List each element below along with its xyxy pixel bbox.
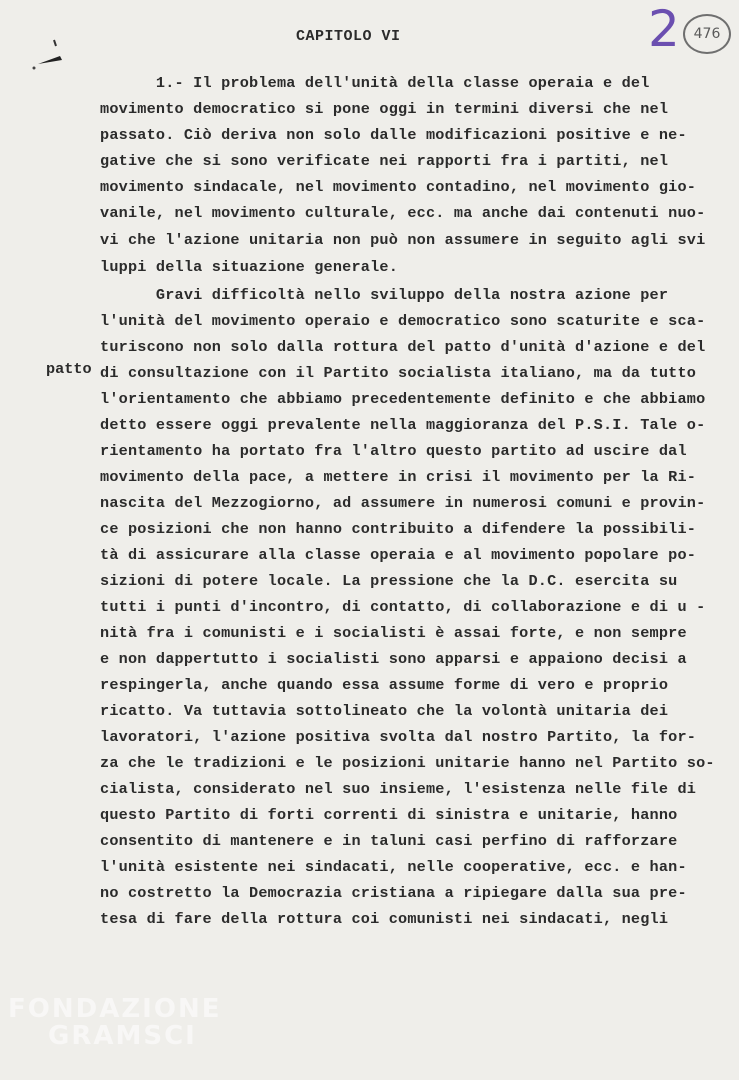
text-line: luppi della situazione generale. xyxy=(100,258,399,276)
text-line: gative che si sono verificate nei rapporti fra i partiti, nel xyxy=(100,152,669,170)
watermark-line: FONDAZIONE xyxy=(8,994,222,1024)
margin-note: patto xyxy=(46,360,92,378)
text-line: cialista, considerato nel suo insieme, l'esistenza nelle file di xyxy=(100,780,697,798)
text-line: di consultazione con il Partito socialista italiano, ma da tutto xyxy=(100,364,697,382)
text-line: movimento democratico si pone oggi in termini diversi che nel xyxy=(100,100,669,118)
text-line: lavoratori, l'azione positiva svolta dal nostro Partito, la for- xyxy=(100,728,697,746)
watermark-line: GRAMSCI xyxy=(48,1021,197,1052)
text-line: nità fra i comunisti e i socialisti è assai forte, e non sempre xyxy=(100,624,687,642)
text-line: nascita del Mezzogiorno, ad assumere in numerosi comuni e provin- xyxy=(100,494,706,512)
page-number: 2 xyxy=(648,0,680,58)
text-line: ricatto. Va tuttavia sottolineato che la volontà unitaria dei xyxy=(100,702,669,720)
text-line: rientamento ha portato fra l'altro questo partito ad uscire dal xyxy=(100,442,687,460)
text-line: tutti i punti d'incontro, di contatto, di collaborazione e di u - xyxy=(100,598,706,616)
text-line: e non dappertutto i socialisti sono apparsi e appaiono decisi a xyxy=(100,650,687,668)
text-line: no costretto la Democrazia cristiana a ripiegare dalla sua pre- xyxy=(100,884,687,902)
text-line: consentito di mantenere e in taluni casi perfino di rafforzare xyxy=(100,832,678,850)
text-line: vi che l'azione unitaria non può non assumere in seguito agli svi xyxy=(100,231,706,249)
text-line: movimento sindacale, nel movimento contadino, nel movimento gio- xyxy=(100,178,697,196)
chapter-title: CAPITOLO VI xyxy=(296,28,401,45)
text-line: l'orientamento che abbiamo precedentemente definito e che abbiamo xyxy=(100,390,706,408)
pen-mark-icon xyxy=(26,38,70,72)
text-line: tà di assicurare alla classe operaia e al movimento popolare po- xyxy=(100,546,697,564)
text-line: tesa di fare della rottura coi comunisti nei sindacati, negli xyxy=(100,910,669,928)
text-line: l'unità del movimento operaio e democratico sono scaturite e sca- xyxy=(100,312,706,330)
text-line: Gravi difficoltà nello sviluppo della nostra azione per xyxy=(100,286,669,304)
text-line: vanile, nel movimento culturale, ecc. ma anche dai contenuti nuo- xyxy=(100,204,706,222)
text-line: sizioni di potere locale. La pressione che la D.C. esercita su xyxy=(100,572,678,590)
text-line: ce posizioni che non hanno contribuito a difendere la possibili- xyxy=(100,520,697,538)
text-line: detto essere oggi prevalente nella maggioranza del P.S.I. Tale o- xyxy=(100,416,706,434)
text-line: 1.- Il problema dell'unità della classe operaia e del xyxy=(100,74,650,92)
text-line: passato. Ciò deriva non solo dalle modificazioni positive e ne- xyxy=(100,126,687,144)
text-line: questo Partito di forti correnti di sinistra e unitarie, hanno xyxy=(100,806,678,824)
text-line: respingerla, anche quando essa assume forme di vero e proprio xyxy=(100,676,669,694)
text-line: movimento della pace, a mettere in crisi il movimento per la Ri- xyxy=(100,468,697,486)
text-line: l'unità esistente nei sindacati, nelle cooperative, ecc. e han- xyxy=(100,858,687,876)
watermark xyxy=(8,996,221,1051)
archive-number: 476 xyxy=(683,14,731,54)
text-line: za che le tradizioni e le posizioni unitarie hanno nel Partito so- xyxy=(100,754,715,772)
text-line: turiscono non solo dalla rottura del patto d'unità d'azione e del xyxy=(100,338,706,356)
